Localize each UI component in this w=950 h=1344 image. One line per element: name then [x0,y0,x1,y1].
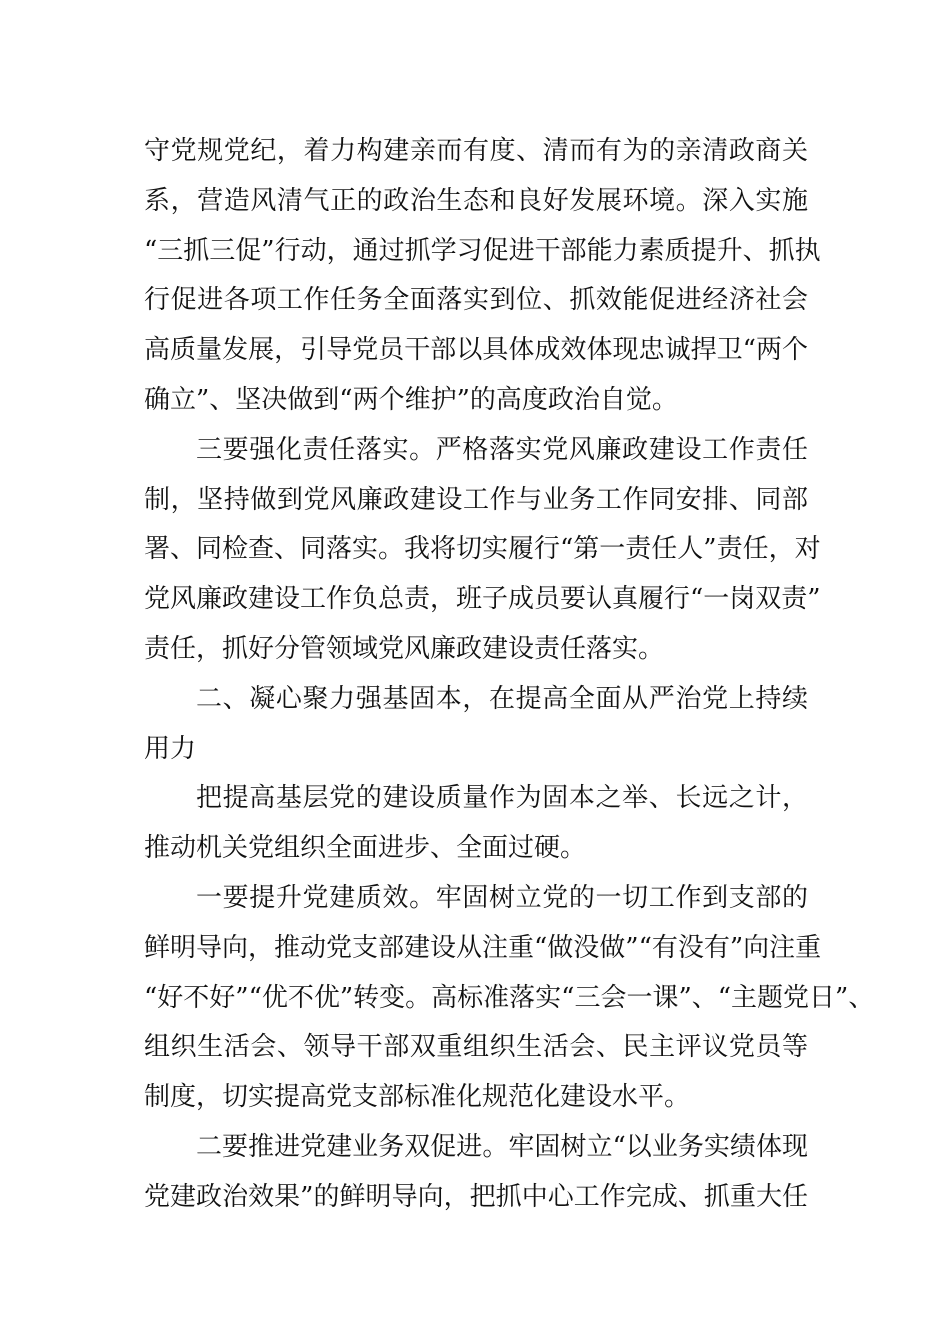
text-line: 三要强化责任落实。严格落实党风廉政建设工作责任 [196,434,808,465]
text-line: 党风廉政建设工作负总责，班子成员要认真履行“一岗双责” [144,584,821,615]
text-line: 一要提升党建质效。牢固树立党的一切工作到支部的 [196,882,808,913]
text-line: 署、同检查、同落实。我将切实履行“第一责任人”责任，对 [144,534,821,565]
text-line: 二、凝心聚力强基固本，在提高全面从严治党上持续 [196,683,808,714]
text-line: 用力 [144,733,197,764]
text-line: 行促进各项工作任务全面落实到位、抓效能促进经济社会 [144,285,808,316]
text-line: 责任，抓好分管领域党风廉政建设责任落实。 [144,633,665,664]
text-line: 把提高基层党的建设质量作为固本之举、长远之计， [196,783,808,814]
text-line: “三抓三促”行动，通过抓学习促进干部能力素质提升、抓执 [144,235,821,266]
text-line: 制，坚持做到党风廉政建设工作与业务工作同安排、同部 [144,484,808,515]
text-line: 高质量发展，引导党员干部以具体成效体现忠诚捍卫“两个 [144,335,808,366]
text-line: 推动机关党组织全面进步、全面过硬。 [144,833,587,864]
text-line: 组织生活会、领导干部双重组织生活会、民主评议党员等 [144,1032,808,1063]
text-line: “好不好”“优不优”转变。高标准落实“三会一课”、“主题党日”、 [144,982,875,1013]
document-body [144,127,875,1223]
text-line: 确立”、坚决做到“两个维护”的高度政治自觉。 [144,384,678,415]
text-line: 守党规党纪，着力构建亲而有度、清而有为的亲清政商关 [144,136,808,166]
text-line: 系，营造风清气正的政治生态和良好发展环境。深入实施 [144,185,808,216]
text-line: 鲜明导向，推动党支部建设从注重“做没做”“有没有”向注重 [144,932,822,963]
text-line: 制度，切实提高党支部标准化规范化建设水平。 [144,1082,691,1113]
text-line: 党建政治效果”的鲜明导向，把抓中心工作完成、抓重大任 [144,1181,808,1212]
text-line: 二要推进党建业务双促进。牢固树立“以业务实绩体现 [196,1131,808,1162]
